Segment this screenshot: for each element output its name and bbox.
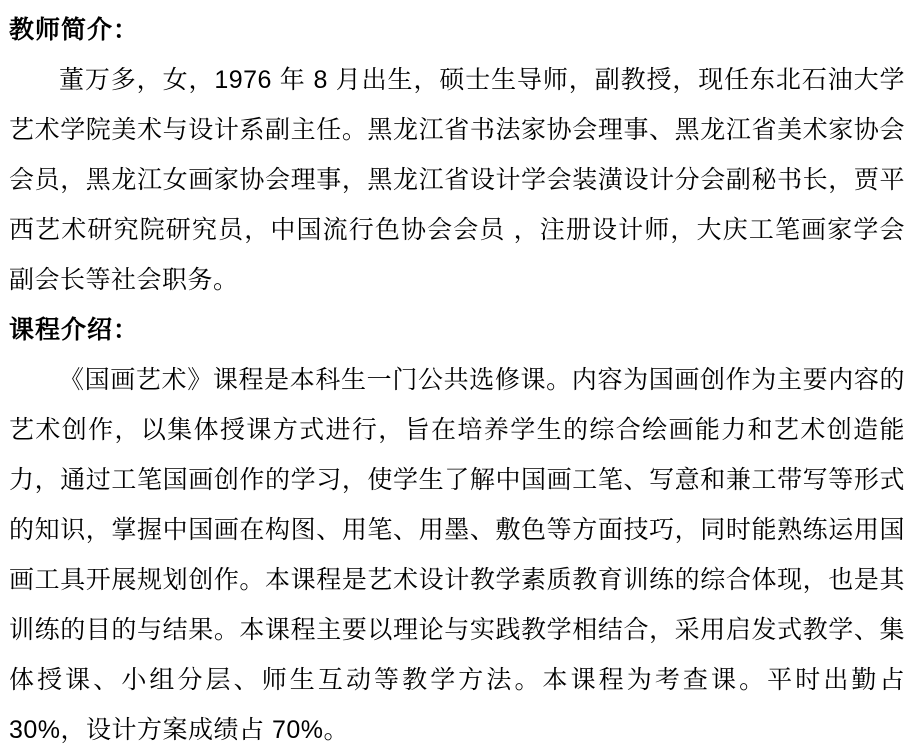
- teacher-intro-heading: 教师简介：: [9, 16, 140, 44]
- teacher-intro-paragraph: 董万多，女，1976 年 8 月出生，硕士生导师，副教授，现任东北石油大学艺术学院美术与设计系副主任。黑龙江省书法家协会理事、黑龙江省美术家协会会员，黑龙江女画家协会理事，黑龙江省设计学会装潢设计分会副秘书长，贾平西艺术研究院研究员，中国流行色协会会员 ，注册设计师，大庆工笔画家学会副会长等社会职务。: [9, 66, 905, 294]
- course-intro-paragraph: 《国画艺术》课程是本科生一门公共选修课。内容为国画创作为主要内容的艺术创作，以集体授课方式进行，旨在培养学生的综合绘画能力和艺术创造能力，通过工笔国画创作的学习，使学生了解中国画工笔、写意和兼工带写等形式的知识，掌握中国画在构图、用笔、用墨、敷色等方面技巧，同时能熟练运用国画工具开展规划创作。本课程是艺术设计教学素质教育训练的综合体现，也是其训练的目的与结果。本课程主要以理论与实践教学相结合，采用启发式教学、集体授课、小组分层、师生互动等教学方法。本课程为考查课。平时出勤占 30%，设计方案成绩占 70%。: [9, 366, 905, 744]
- course-intro-heading: 课程介绍：: [9, 316, 140, 344]
